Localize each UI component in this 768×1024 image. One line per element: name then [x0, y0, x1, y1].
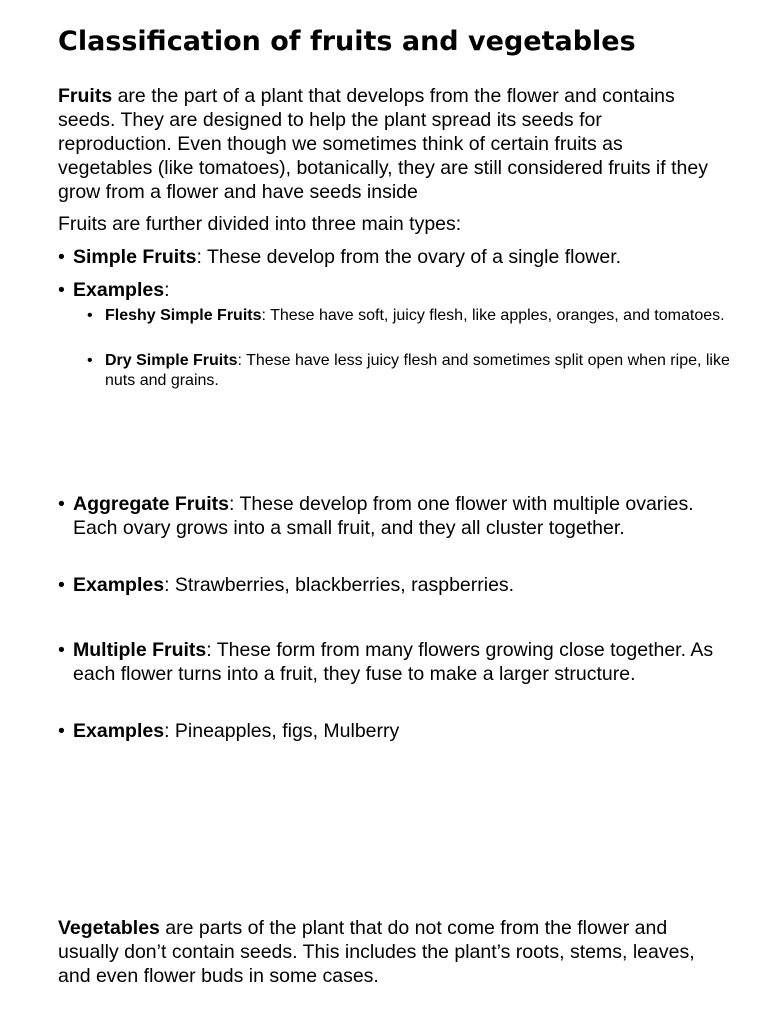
fruits-definition-text: are the part of a plant that develops from the flower and contains seeds. They are designed to help the plant spread its seeds for reproduction. Even though we sometimes think of certain fruits as vegetables (like tomatoes), botanically, they are still considered fruits if they grow from a flower and have seeds inside — [58, 85, 708, 203]
bullet-icon: • — [58, 574, 65, 596]
dry-term: Dry Simple Fruits — [105, 352, 238, 369]
fruits-definition-paragraph — [58, 84, 718, 204]
dry-text: : These have less juicy flesh and sometimes split open when ripe, like nuts and grains. — [105, 352, 730, 389]
examples-text: : — [164, 279, 170, 301]
multiple-fruits-term: Multiple Fruits — [73, 639, 207, 661]
list-item-simple-fruits — [58, 245, 723, 269]
aggregate-fruits-text: : These develop from one flower with multiple ovaries. Each ovary grows into a small fruit, and they all cluster together. — [73, 493, 694, 539]
fleshy-text: : These have soft, juicy flesh, like apples, oranges, and tomatoes. — [261, 307, 725, 324]
vegetables-definition-paragraph — [58, 916, 718, 988]
examples-text: : Strawberries, blackberries, raspberries. — [164, 574, 515, 596]
fruit-types-intro: Fruits are further divided into three main types: — [58, 213, 462, 235]
list-item-multiple-fruits — [58, 638, 723, 686]
page-title: Classification of fruits and vegetables — [58, 26, 636, 57]
bullet-icon: • — [87, 307, 93, 324]
bullet-icon: • — [58, 246, 65, 268]
bullet-icon: • — [58, 720, 65, 742]
vegetables-term: Vegetables — [58, 917, 160, 939]
bullet-icon: • — [58, 639, 65, 661]
list-item-simple-examples — [58, 278, 723, 302]
bullet-icon: • — [58, 279, 65, 301]
bullet-icon: • — [87, 352, 93, 369]
examples-text: : Pineapples, figs, Mulberry — [164, 720, 400, 742]
multiple-fruits-text: : These form from many flowers growing close together. As each flower turns into a fruit, they fuse to make a larger structure. — [73, 639, 714, 685]
examples-term: Examples — [73, 279, 165, 301]
simple-fruits-text: : These develop from the ovary of a single flower. — [196, 246, 622, 268]
bullet-icon: • — [58, 493, 65, 515]
list-item-aggregate-examples — [58, 573, 723, 597]
vegetables-definition-text: are parts of the plant that do not come from the flower and usually don’t contain seeds. This includes the plant’s roots, stems, leaves, and even flower buds in some cases. — [58, 917, 695, 987]
sub-list-item-dry — [87, 351, 730, 391]
simple-fruits-term: Simple Fruits — [73, 246, 197, 268]
aggregate-fruits-term: Aggregate Fruits — [73, 493, 230, 515]
examples-term: Examples — [73, 720, 165, 742]
examples-term: Examples — [73, 574, 165, 596]
fruits-term: Fruits — [58, 85, 113, 107]
list-item-aggregate-fruits — [58, 492, 723, 540]
list-item-multiple-examples — [58, 719, 723, 743]
fleshy-term: Fleshy Simple Fruits — [105, 307, 262, 324]
sub-list-item-fleshy — [87, 306, 730, 326]
